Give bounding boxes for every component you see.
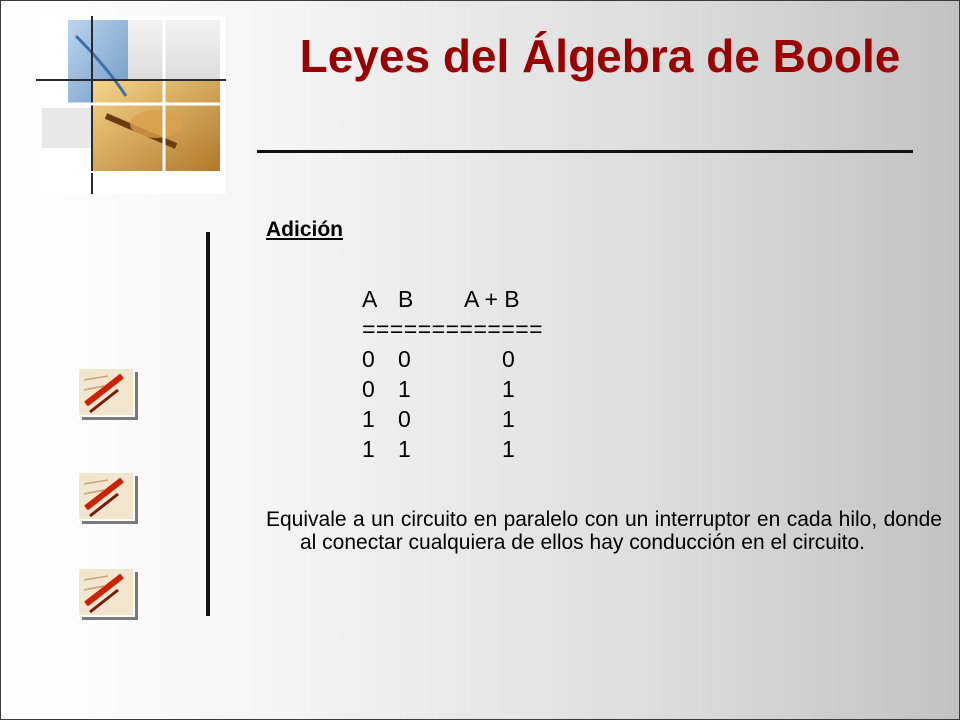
cell-sum: 1	[502, 436, 515, 462]
pen-paper-bullet-icon	[78, 368, 140, 422]
title-underline	[257, 150, 913, 153]
header-b: B	[398, 286, 414, 312]
cell-b: 0	[398, 346, 411, 372]
cell-sum: 0	[502, 346, 515, 372]
description-text: Equivale a un circuito en paralelo con un interruptor en cada hilo, donde al conectar cualquiera de ellos hay conducción en el circuito.	[266, 508, 942, 554]
cell-b: 1	[398, 376, 411, 402]
truth-table-row	[362, 404, 602, 434]
collage-logo-icon	[36, 16, 226, 194]
cell-a: 0	[362, 346, 375, 372]
cell-b: 1	[398, 436, 411, 462]
vertical-divider	[206, 232, 210, 616]
truth-table-row	[362, 434, 602, 464]
header-sum: A + B	[464, 286, 520, 312]
truth-table-row	[362, 344, 602, 374]
truth-table-row	[362, 374, 602, 404]
pen-paper-bullet-icon	[78, 568, 140, 622]
truth-table-separator-row	[362, 314, 602, 344]
table-separator: =============	[362, 316, 544, 342]
cell-a: 0	[362, 376, 375, 402]
truth-table-header-row	[362, 284, 602, 314]
section-heading: Adición	[266, 218, 343, 241]
cell-a: 1	[362, 436, 375, 462]
pen-paper-bullet-icon	[78, 472, 140, 526]
cell-b: 0	[398, 406, 411, 432]
cell-sum: 1	[502, 376, 515, 402]
cell-sum: 1	[502, 406, 515, 432]
header-a: A	[362, 286, 378, 312]
truth-table	[362, 284, 602, 464]
cell-a: 1	[362, 406, 375, 432]
page-title: Leyes del Álgebra de Boole	[299, 30, 901, 82]
